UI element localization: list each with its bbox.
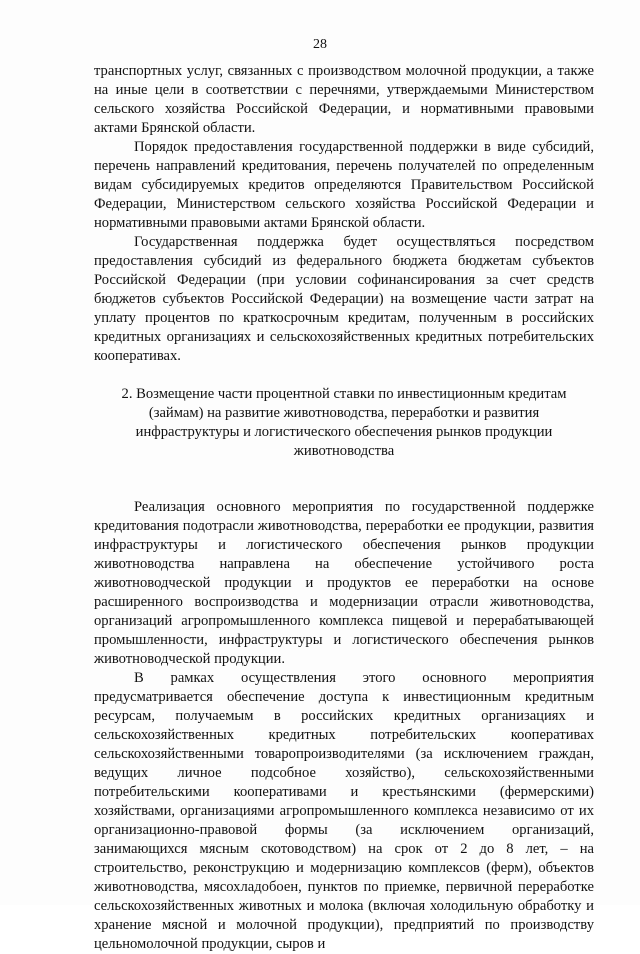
page-number: 28 <box>313 37 327 52</box>
paragraph-continuation: транспортных услуг, связанных с производством молочной продукции, а также на иные цели в соответствии с перечнями, утверждаемыми Министерством сельского хозяйства Российской Федерации, и нормативными правовыми актами Брянской области. <box>94 63 594 136</box>
blank-line <box>94 479 594 498</box>
paragraph-implementation: Реализация основного мероприятия по государственной поддержке кредитования подотрасли животноводства, переработки ее продукции, развития инфраструктуры и логистического обеспечения рынков продукции животноводства направлена на обеспечение устойчивого роста животноводческой продукции и продуктов ее переработки на основе расширенного воспроизводства и модернизации отрасли животноводства, организаций агропромышленного комплекса пищевой и перерабатывающей промышленности, инфраструктуры и логистического обеспечения рынков животноводческой продукции. <box>94 499 594 667</box>
paragraph-state-support: Государственная поддержка будет осуществляться посредством предоставления субсидий из федерального бюджета бюджетам субъектов Российской Федерации (при условии софинансирования за счет средств бюджетов субъектов Российской Федерации) на возмещение части затрат на уплату процентов по краткосрочным кредитам, полученным в российских кредитных организациях и сельскохозяйственных кредитных потребительских кооперативах. <box>94 234 594 364</box>
document-body <box>94 62 594 954</box>
section-heading: 2. Возмещение части процентной ставки по инвестиционным кредитам (займам) на развитие животноводства, переработки и развития инфраструктуры и логистического обеспечения рынков продукции животноводства <box>121 386 567 459</box>
paragraph-credit-access: В рамках осуществления этого основного мероприятия предусматривается обеспечение доступа к инвестиционным кредитным ресурсам, получаемым в российских кредитных организациях и сельскохозяйственных кредитных потребительских кооперативах сельскохозяйственными товаропроизводителями (за исключением граждан, ведущих личное подсобное хозяйство), сельскохозяйственными потребительскими кооперативами и крестьянскими (фермерскими) хозяйствами, организациями агропромышленного комплекса независимо от их организационно-правовой формы (за исключением организаций, занимающихся мясным скотоводством) на срок от 2 до 8 лет, – на строительство, реконструкцию и модернизацию комплексов (ферм), объектов животноводства, мясохладобоен, пунктов по приемке, первичной переработке сельскохозяйственных животных и молока (включая холодильную обработку и хранение мясной и молочной продукции), предприятий по производству цельномолочной продукции, сыров и <box>94 670 594 952</box>
paragraph-support-procedure: Порядок предоставления государственной поддержки в виде субсидий, перечень направлений кредитования, перечень получателей по определенным видам субсидируемых кредитов определяются Правительством Российской Федерации, Министерством сельского хозяйства Российской Федерации и нормативными правовыми актами Брянской области. <box>94 139 594 231</box>
